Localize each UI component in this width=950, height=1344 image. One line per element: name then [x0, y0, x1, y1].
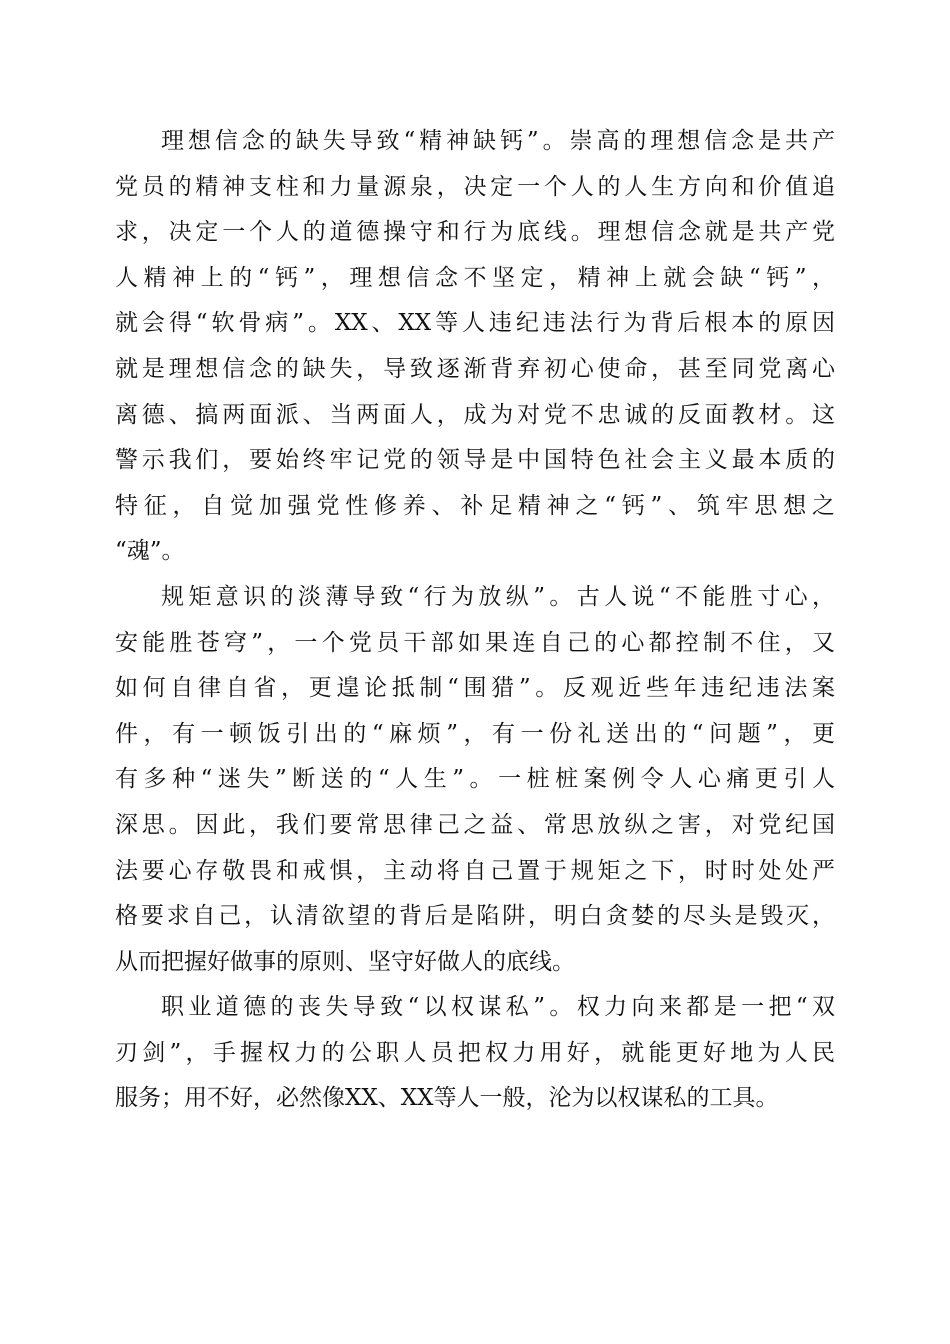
text-line: 件，有一顿饭引出的“麻烦”，有一份礼送出的“问题”，更 [115, 720, 835, 747]
text-line: 有多种“迷失”断送的“人生”。一桩桩案例令人心痛更引人 [115, 766, 835, 793]
text-line: 格要求自己，认清欲望的背后是陷阱，明白贪婪的尽头是毁灭， [115, 903, 835, 930]
text-line: 安能胜苍穹”，一个党员干部如果连自己的心都控制不住，又 [115, 629, 835, 656]
text-line: 服务；用不好，必然像XX、XX等人一般，沦为以权谋私的工具。 [115, 1085, 779, 1112]
text-line: 刃剑”，手握权力的公职人员把权力用好，就能更好地为人民 [115, 1039, 835, 1066]
text-line: 人精神上的“钙”，理想信念不坚定，精神上就会缺“钙”， [115, 264, 835, 291]
text-line: 警示我们，要始终牢记党的领导是中国特色社会主义最本质的 [115, 447, 835, 474]
text-line: 如何自律自省，更遑论抵制“围猎”。反观近些年违纪违法案 [115, 675, 835, 702]
text-line: “魂”。 [115, 538, 185, 565]
text-line: 就会得“软骨病”。XX、XX等人违纪违法行为背后根本的原因 [115, 310, 835, 337]
text-line: 求，决定一个人的道德操守和行为底线。理想信念就是共产党 [115, 219, 835, 246]
text-line: 特征，自觉加强党性修养、补足精神之“钙”、筑牢思想之 [115, 492, 835, 519]
paragraph-rules [115, 575, 835, 985]
text-line: 党员的精神支柱和力量源泉，决定一个人的人生方向和价值追 [115, 173, 835, 200]
paragraph-ethics [115, 985, 835, 1122]
text-line: 深思。因此，我们要常思律己之益、常思放纵之害，对党纪国 [115, 811, 835, 838]
text-line: 职业道德的丧失导致“以权谋私”。权力向来都是一把“双 [161, 994, 835, 1021]
text-line: 就是理想信念的缺失，导致逐渐背弃初心使命，甚至同党离心 [115, 355, 835, 382]
text-line: 规矩意识的淡薄导致“行为放纵”。古人说“不能胜寸心， [161, 583, 835, 610]
paragraph-ideals [115, 119, 835, 575]
text-line: 理想信念的缺失导致“精神缺钙”。崇高的理想信念是共产 [161, 128, 835, 154]
text-line: 离德、搞两面派、当两面人，成为对党不忠诚的反面教材。这 [115, 401, 835, 428]
text-line: 从而把握好做事的原则、坚守好做人的底线。 [115, 948, 575, 975]
text-line: 法要心存敬畏和戒惧，主动将自己置于规矩之下，时时处处严 [115, 857, 835, 884]
document-body [115, 119, 835, 1122]
